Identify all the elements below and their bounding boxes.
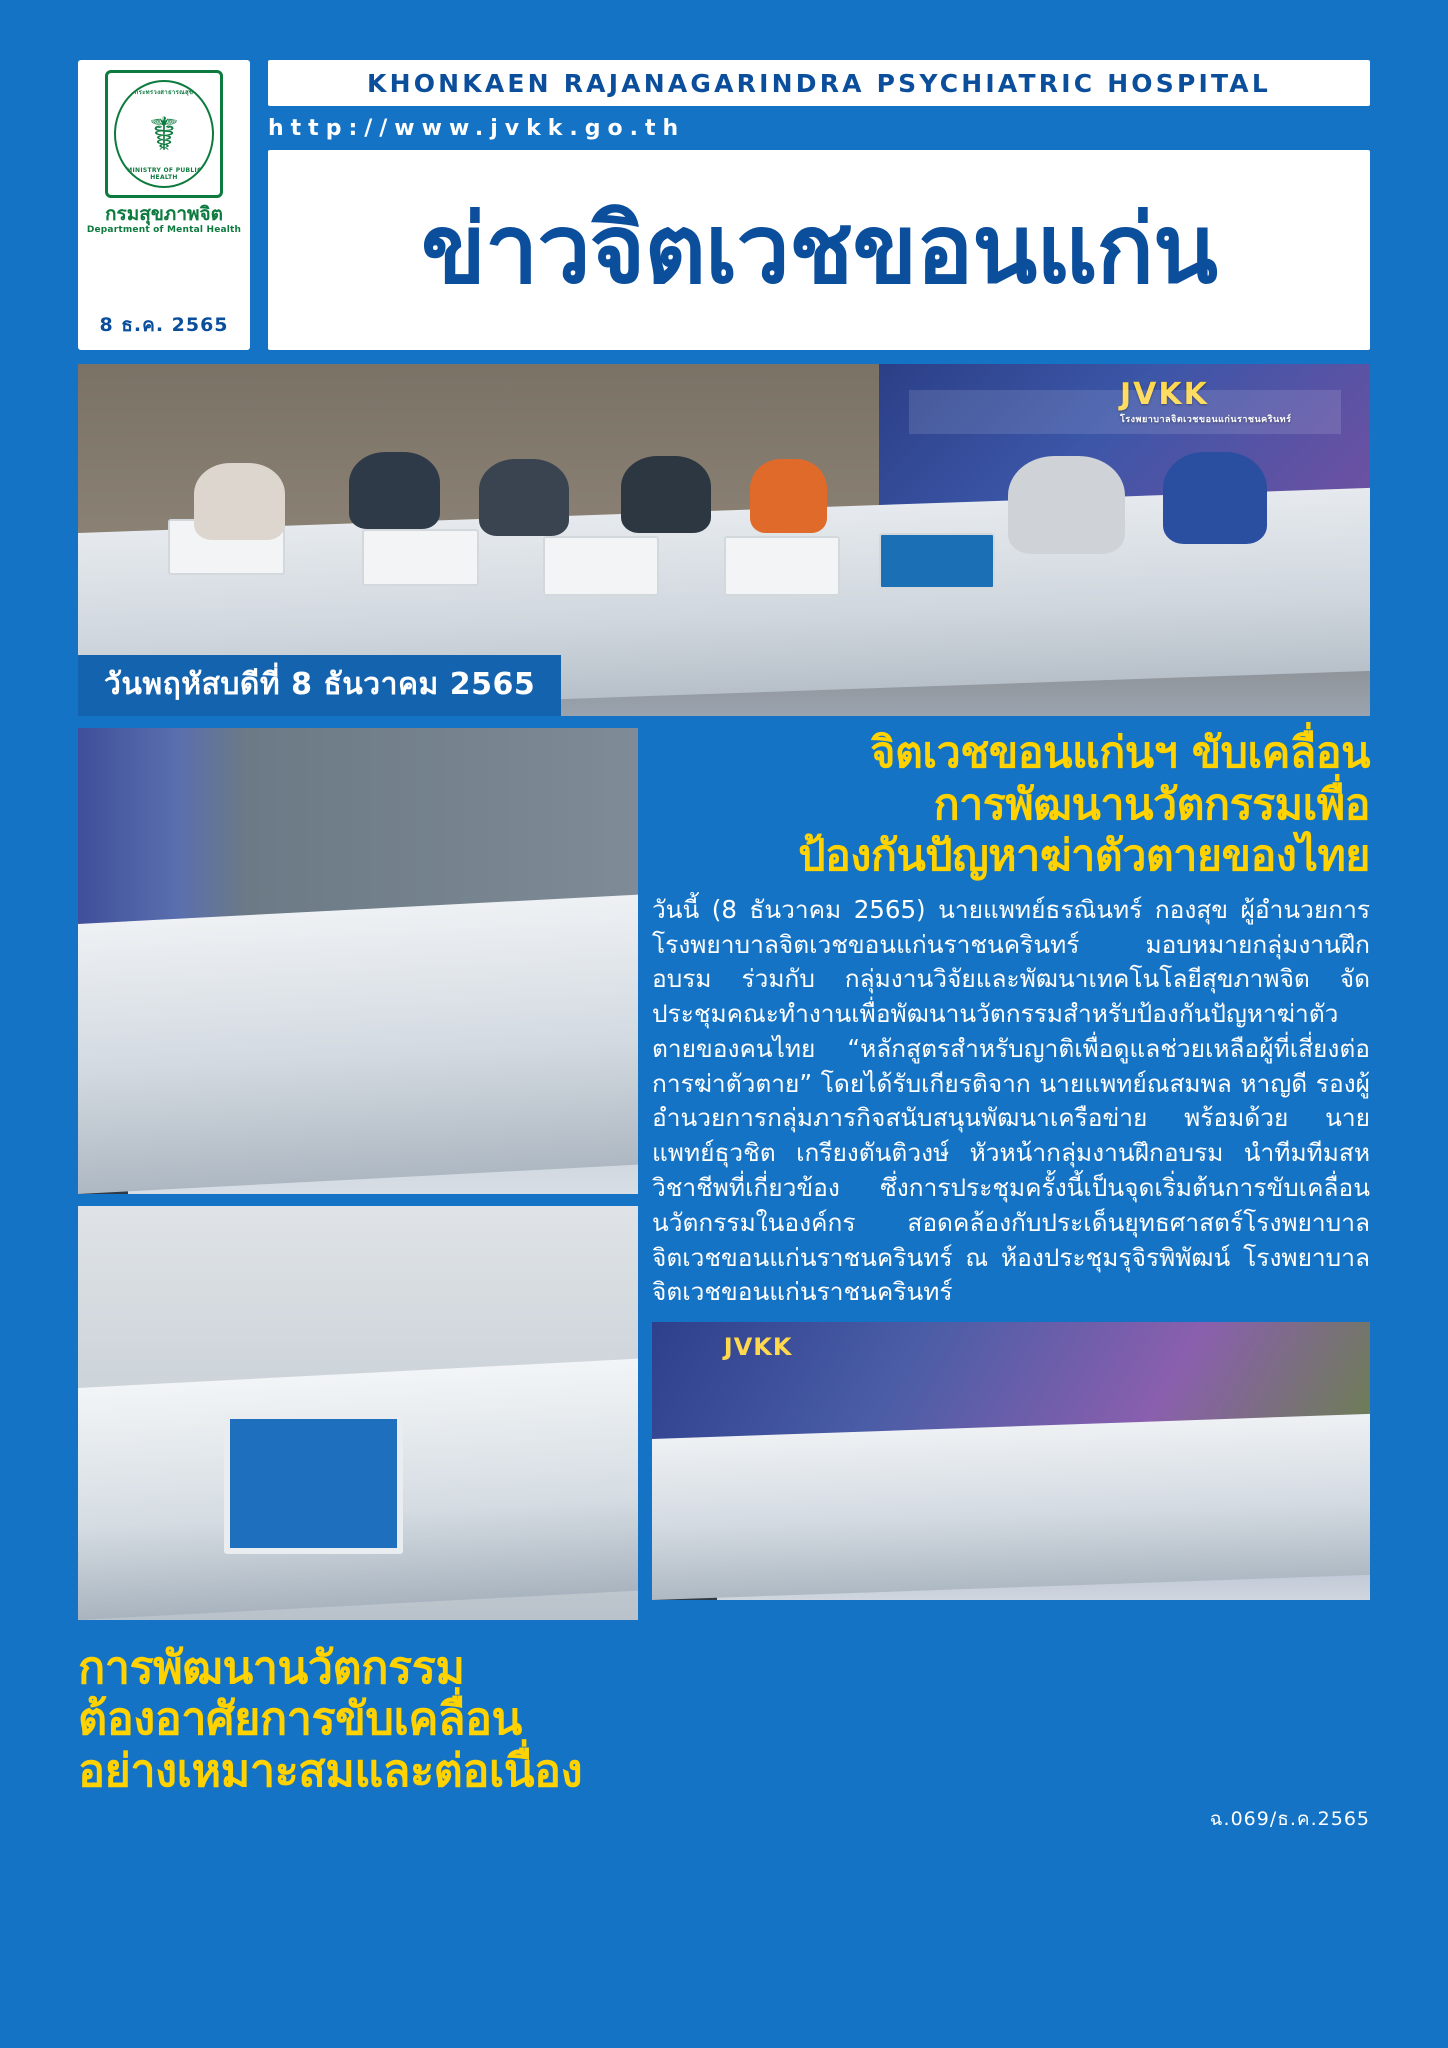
caduceus-icon: ☤ (148, 107, 180, 161)
hero-caption: วันพฤหัสบดีที่ 8 ธันวาคม 2565 (78, 655, 561, 716)
jvkk-label: JVKK (1119, 377, 1209, 413)
jvkk-subtitle: โรงพยาบาลจิตเวชขอนแก่นราชนครินทร์ (1119, 415, 1292, 426)
issue-number: ฉ.069/ธ.ค.2565 (1209, 1807, 1370, 1830)
monitor-icon (724, 536, 840, 596)
left-column (78, 728, 638, 1796)
pull-quote-line-2: ต้องอาศัยการขับเคลื่อน (78, 1692, 522, 1746)
photo2-desk (78, 894, 638, 1194)
monitor-icon (362, 529, 478, 585)
person-figure (1163, 452, 1266, 544)
jvkk-logo-text (1120, 377, 1292, 426)
header-right-block (268, 60, 1370, 350)
photo-meeting-side-view (78, 728, 638, 1194)
masthead-bar (268, 150, 1370, 350)
person-figure (621, 456, 711, 533)
photo-meeting-presentation (78, 1206, 638, 1620)
person-figure (479, 459, 569, 536)
jvkk-logo-text-2: JVKK (723, 1333, 793, 1362)
pull-quote-line-3: อย่างเหมาะสมและต่อเนื่อง (78, 1743, 583, 1797)
department-name-th: กรมสุขภาพจิต (104, 203, 223, 225)
pull-quote (78, 1642, 638, 1796)
emblem-bottom-text: MINISTRY OF PUBLIC HEALTH (126, 167, 202, 181)
monitor-icon (543, 536, 659, 596)
page-header (78, 60, 1370, 350)
page-content (78, 364, 1370, 1834)
masthead-title: ข่าวจิตเวชขอนแก่น (421, 194, 1217, 305)
headline-line-3: ป้องกันปัญหาฆ่าตัวตายของไทย (798, 831, 1370, 882)
person-figure (1008, 456, 1124, 555)
monitor-icon (879, 533, 995, 589)
article-headline (652, 728, 1370, 883)
photo-meeting-wide (652, 1322, 1370, 1600)
presentation-screen (224, 1413, 403, 1554)
person-figure (750, 459, 828, 533)
main-columns (78, 728, 1370, 1796)
person-figure (194, 463, 284, 540)
date-badge: 8 ธ.ค. 2565 (99, 314, 229, 336)
pull-quote-line-1: การพัฒนานวัตกรรม (78, 1641, 465, 1694)
hospital-name-bar (268, 60, 1370, 106)
headline-line-1: จิตเวชขอนแก่นฯ ขับเคลื่อน (870, 728, 1370, 778)
hero-photo-meeting-room (78, 364, 1370, 716)
hospital-name-en: KHONKAEN RAJANAGARINDRA PSYCHIATRIC HOSPITAL (367, 68, 1271, 98)
right-column (652, 728, 1370, 1796)
photo4-desk (652, 1414, 1370, 1600)
caduceus-emblem-icon (105, 70, 223, 198)
person-figure (349, 452, 439, 529)
ministry-logo-block (78, 60, 250, 350)
department-name-en: Department of Mental Health (86, 224, 242, 235)
website-url[interactable]: http://www.jvkk.go.th (268, 115, 686, 141)
website-bar (268, 106, 1370, 150)
headline-line-2: การพัฒนานวัตกรรมเพื่อ (933, 779, 1370, 830)
article-body: วันนี้ (8 ธันวาคม 2565) นายแพทย์ธรณินทร์ กองสุข ผู้อำนวยการโรงพยาบาลจิตเวชขอนแก่นราชนครินทร์ มอบหมายกลุ่มงานฝึกอบรม ร่วมกับ กลุ่มงานวิจัยและพัฒนาเทคโนโลยีสุขภาพจิต จัดประชุมคณะทำงานเพื่อพัฒนานวัตกรรมสำหรับป้องกันปัญหาฆ่าตัวตายของคนไทย “หลักสูตรสำหรับญาติเพื่อดูแลช่วยเหลือผู้ที่เสี่ยงต่อการฆ่าตัวตาย” โดยได้รับเกียรติจาก นายแพทย์ณสมพล หาญดี รองผู้อำนวยการกลุ่มภารกิจสนับสนุนพัฒนาเครือข่าย พร้อมด้วย นายแพทย์ธุวชิต เกรียงตันติวงษ์ หัวหน้ากลุ่มงานฝึกอบรม นำทีมทีมสหวิชาชีพที่เกี่ยวข้อง ซึ่งการประชุมครั้งนี้เป็นจุดเริ่มต้นการขับเคลื่อนนวัตกรรมในองค์กร สอดคล้องกับประเด็นยุทธศาสตร์โรงพยาบาลจิตเวชขอนแก่นราชนครินทร์ ณ ห้องประชุมรุจิรพิพัฒน์ โรงพยาบาลจิตเวชขอนแก่นราชนครินทร์ (652, 894, 1370, 1307)
emblem-top-text: กระทรวงสาธารณสุข (134, 89, 194, 96)
